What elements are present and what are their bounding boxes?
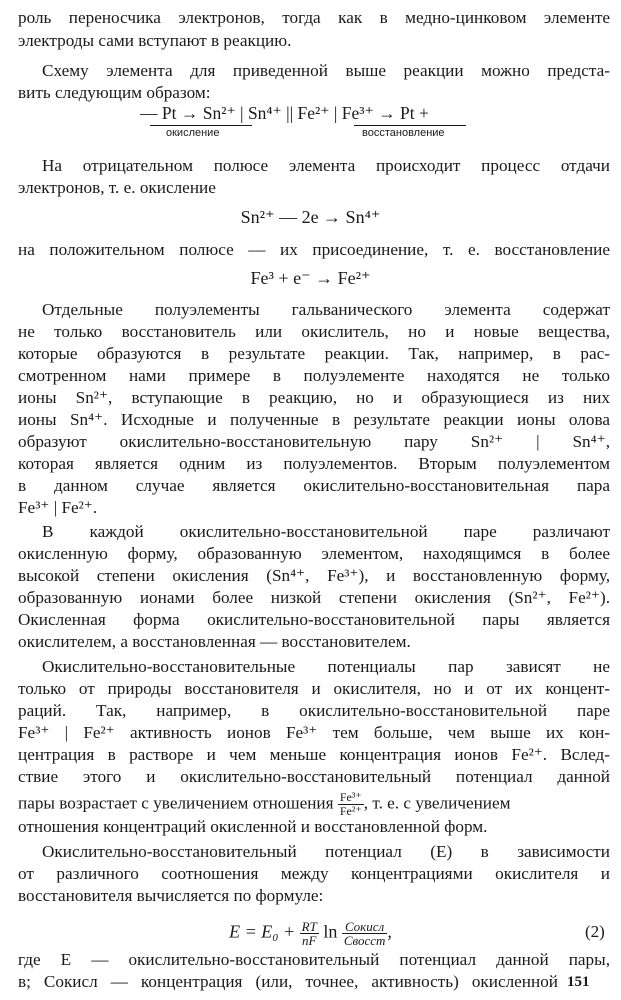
text-line-30-start: пары возрастает с увеличением отношения (18, 793, 334, 813)
concentration-ratio (338, 791, 364, 818)
text-line-35: где E — окислительно-восстановительный потенциал данной пары, (18, 950, 610, 969)
formula-c-red: Cвосст (343, 933, 386, 948)
text-line-6: электронов, т. е. окисление (18, 178, 216, 197)
oxidation-underline (150, 125, 252, 126)
reduction-label: восстановление (362, 127, 445, 139)
text-line-25: только от природы восстановителя и окислителя, но и от их концент- (18, 679, 610, 698)
text-line-24: Окислительно-восстановительные потенциалы пар зависят не (42, 657, 610, 676)
text-line-22: Окисленная форма окислительно-восстановительной пары является (18, 610, 610, 629)
text-line-17: Fe³⁺ | Fe²⁺. (18, 498, 98, 517)
text-line-14: образуют окислительно-восстановительную пару Sn²⁺ | Sn⁴⁺, (18, 432, 610, 451)
text-line-21: образованную ионами более низкой степени окисления (Sn²⁺, Fe²⁺). (18, 588, 610, 607)
formula-ln: ln (318, 921, 342, 942)
cell-scheme (140, 103, 480, 147)
formula-rt-nf (300, 920, 319, 947)
reduction-underline (354, 125, 466, 126)
text-line-34: восстановителя вычисляется по формуле: (18, 886, 324, 905)
text-line-33: от различного соотношения между концентрациями окислителя и (18, 864, 610, 883)
formula-c-ox: Cокисл (342, 920, 388, 934)
text-line-19: окисленную форму, образованную элементом, находящимся в более (18, 544, 610, 563)
equation-number: (2) (585, 922, 605, 941)
text-line-29: ствие этого и окислительно-восстановительный потенциал данной (18, 767, 610, 786)
text-line-9: не только восстановитель или окислитель, но и новые вещества, (18, 322, 610, 341)
reduction-equation: Fe³ + e⁻ → Fe²⁺ (250, 268, 371, 288)
text-line-26: раций. Так, например, в окислительно-восстановительной паре (18, 701, 610, 720)
text-line-32: Окислительно-восстановительный потенциал (E) в зависимости (42, 842, 610, 861)
text-line-7: на положительном полюсе — их присоединение, т. е. восстановление (18, 240, 610, 259)
text-line-10: которые образуются в результате реакции. Так, например, в рас- (18, 344, 610, 363)
ratio-denominator: Fe²⁺ (339, 804, 362, 818)
text-line-18: В каждой окислительно-восстановительной паре различают (42, 522, 610, 541)
text-line-3: Схему элемента для приведенной выше реакции можно предста- (42, 61, 610, 80)
text-line-2: электроды сами вступают в реакцию. (18, 31, 292, 50)
formula-tail: , (387, 921, 392, 942)
cell-scheme-formula: — Pt → Sn²⁺ | Sn⁴⁺ || Fe²⁺ | Fe³⁺ → Pt + (140, 103, 429, 123)
formula-lhs: E = E₀ + (229, 921, 300, 942)
text-line-12: ионы Sn²⁺, вступающие в реакцию, но и образующиеся из них (18, 388, 610, 407)
text-line-13: ионы Sn⁴⁺. Исходные и полученные в результате реакции ионы олова (18, 410, 610, 429)
text-line-31: отношения концентраций окисленной и восстановленной форм. (18, 817, 488, 836)
formula-concentration-ratio (342, 920, 388, 947)
page-number: 151 (567, 974, 590, 990)
ratio-numerator: Fe³⁺ (339, 790, 362, 804)
text-line-27: Fe³⁺ | Fe²⁺ активность ионов Fe³⁺ тем больше, чем выше их кон- (18, 723, 610, 742)
text-line-30 (18, 791, 610, 818)
text-line-1: роль переносчика электронов, тогда как в медно-цинковом элементе (18, 8, 610, 27)
text-line-30-end: , т. е. с увеличением (363, 793, 511, 813)
text-line-28: центрация в растворе и чем меньше концентрация ионов Fe²⁺. Вслед- (18, 745, 610, 764)
text-line-16: в данном случае является окислительно-восстановительная пара (18, 476, 610, 495)
text-line-8: Отдельные полуэлементы гальванического элемента содержат (42, 300, 610, 319)
oxidation-label: окисление (166, 127, 220, 139)
nernst-formula (0, 920, 621, 947)
text-line-20: высокой степени окисления (Sn⁴⁺, Fe³⁺), и восстановленную форму, (18, 566, 610, 585)
text-line-4: вить следующим образом: (18, 83, 211, 102)
text-line-5: На отрицательном полюсе элемента происходит процесс отдачи (42, 156, 610, 175)
text-line-11: смотренном нами примере в полуэлементе находятся не только (18, 366, 610, 385)
text-line-23: окислителем, а восстановленная — восстановителем. (18, 632, 411, 651)
formula-rt: RT (301, 919, 317, 934)
text-line-36: в; Cокисл — концентрация (или, точнее, активность) окисленной (18, 972, 558, 991)
formula-nf: nF (302, 933, 317, 948)
oxidation-equation: Sn²⁺ — 2e → Sn⁴⁺ (240, 207, 381, 227)
text-line-15: которая является одним из полуэлементов. Вторым полуэлементом (18, 454, 610, 473)
